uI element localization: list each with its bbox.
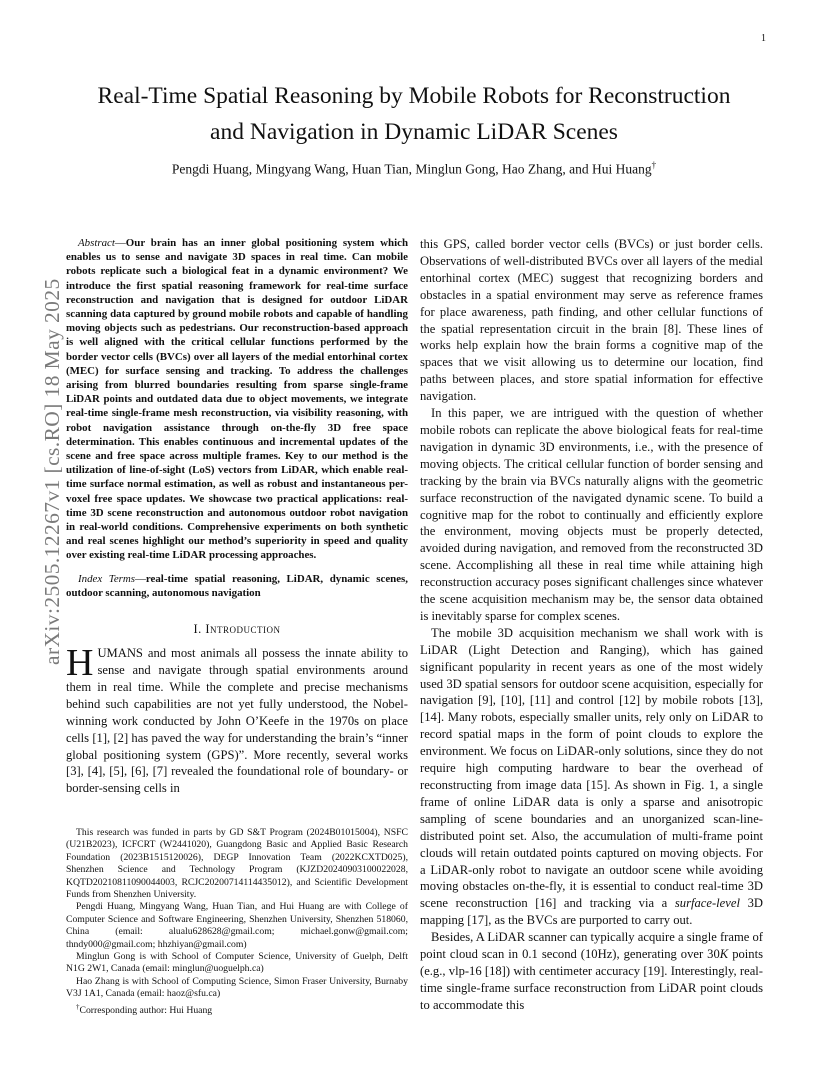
page-number: 1 [761, 33, 766, 44]
footnote-funding: This research was funded in parts by GD S&T Program (2024B01015004), NSFC (U21B2023), ICFCRT (W2441020), Guangdong Basic and Applied Basic Research Foundation (2023B1515120026), DEGP Innovation Team (2022KCXTD025), Shenzhen Science and Technology Program (KJZD20240903100022028, KQTD20210811090044003, RCJC20200714114435012), and Scientific Development Funds from Shenzhen University. [66, 827, 408, 901]
corresponding-mark: † [651, 160, 657, 170]
abstract-dash: — [114, 237, 126, 249]
right-column [420, 236, 763, 1014]
intro-text: UMANS and most animals all possess the innate ability to sense and navigate through spatial environments around them in real time. While the complete and precise mechanisms behind such capabilities are not yet fully understood, the Nobel-winning work conducted by John O’Keefe in the 1970s on place cells [1], [2] has paved the way for understanding the brain’s “inner global positioning system (GPS)”. More recently, several works [3], [4], [5], [6], [7] revealed the foundational role of boundary- or border-sensing cells in [66, 646, 408, 796]
index-terms-text: real-time spatial reasoning, LiDAR, dynamic scenes, outdoor scanning, autonomous navigation [66, 572, 408, 599]
abstract [66, 236, 408, 563]
paragraph-3-text-a: The mobile 3D acquisition mechanism we shall work with is LiDAR (Light Detection and Ranging), which has gained significant popularity in recent years as one of the most widely used 3D spatial sensors for outdoor scene acquisition, especially for navigation [9], [10], [11] and control [12] by mobile robots [13], [14]. Many robots, especially smaller units, rely only on LiDAR to record spatial maps in the form of point clouds to explore the environment. We focus on LiDAR-only solutions, since they do not require high computing hardware to bear the overhead of reconstructing from image data [15]. As shown in Fig. 1, a single frame of online LiDAR data is only a sparse and anisotropic sampling of scene boundaries and an unorganized scan-line-distributed point set. Also, the accumulation of multi-frame point clouds will retain outdated points captured on moving objects. For a LiDAR-only robot to navigate an outdoor scene while avoiding moving obstacles on-the-fly, it is essential to conduct real-time 3D scene reconstruction [16] and tracking via a [420, 625, 763, 911]
index-terms: Index Terms—real-time spatial reasoning, LiDAR, dynamic scenes, outdoor scanning, autonomous navigation [66, 572, 408, 599]
intro-paragraph [66, 642, 408, 797]
index-terms-label: Index Terms [78, 572, 135, 585]
paper-title [60, 78, 768, 150]
abstract-label: Abstract [78, 237, 115, 249]
footnote-corresponding-text: Corresponding author: Hui Huang [79, 1004, 213, 1016]
paragraph-4 [420, 929, 763, 1014]
footnote-affiliation-2: Minglun Gong is with School of Computer Science, University of Guelph, Delft N1G 2W1, Canada (email: minglun@uoguelph.ca) [66, 951, 408, 975]
author-list [60, 160, 768, 178]
section-heading [66, 622, 408, 637]
section-title: Introduction [205, 622, 281, 637]
paragraph-4-text-a: Besides, A LiDAR scanner can typically acquire a single frame of point cloud scan in 0.1 second (10Hz), generating over 30 [420, 930, 763, 962]
authors-text: Pengdi Huang, Mingyang Wang, Huan Tian, Minglun Gong, Hao Zhang, and Hui Huang [171, 161, 652, 177]
paragraph-2: In this paper, we are intrigued with the question of whether mobile robots can replicate the above biological feats for real-time navigation in dynamic 3D environments, i.e., with the presence of moving objects. The critical cellular function of border sensing and tracking by the brain via BVCs naturally aligns with the geometric surface reconstruction of the navigated dynamic scene. To build a cognitive map for the robot to continually and efficiently explore the environment, moving objects must be properly detected, avoided during navigation, and removed from the reconstructed 3D scene. Accomplishing all these in real time while attaining high reconstruction accuracy poses significant challenges since whatever the scene acquisition mechanism may be, the sensor data obtained is inevitably sparse for complex scenes. [420, 406, 763, 623]
section-number: I. [193, 622, 202, 637]
paragraph-3-emphasis: surface-level [674, 896, 740, 911]
footnotes [66, 827, 408, 1017]
footnote-corresponding [66, 1001, 408, 1018]
paragraph-4-text-b: points (e.g., vlp-16 [18]) with centimeter accuracy [19]. Interestingly, real-time single-frame surface reconstruction from LiDAR point clouds to accommodate this [420, 947, 763, 1012]
abstract-text: Our brain has an inner global positioning system which enables us to sense and navigate 3D spaces in real time. Can mobile robots replicate such a biological feat in a dynamic environment? We introduce the first spatial reasoning framework for real-time surface reconstruction and navigation that is designed for outdoor LiDAR scanning data captured by ground mobile robots and capable of handling moving objects such as pedestrians. Our reconstruction-based approach is well aligned with the critical cellular functions performed by the border vector cells (BVCs) over all layers of the medial entorhinal cortex (MEC) for surface sensing and tracking. To address the challenges arising from blurred boundaries resulting from sparse single-frame LiDAR points and outdated data due to object movements, we integrate real-time single-frame mesh reconstruction, via visibility reasoning, with robot navigation assistance through on-the-fly 3D free space determination. This enables continuous and incremental updates of the scene and free space across multiple frames. Key to our method is the utilization of line-of-sight (LoS) vectors from LiDAR, which enable real-time surface normal estimation, as well as robust and instantaneous per-voxel free space updates. We showcase two practical applications: real-time 3D scene reconstruction and autonomous outdoor robot navigation in real-world conditions. Comprehensive experiments on both synthetic and real scenes highlight our method’s superiority in speed and quality over existing real-time LiDAR processing approaches. [66, 237, 408, 562]
drop-cap: H [66, 642, 94, 685]
footnote-affiliation-3: Hao Zhang is with School of Computing Science, Simon Fraser University, Burnaby V3J 1A1, Canada (email: haoz@sfu.ca) [66, 975, 408, 1000]
title-line-1: Real-Time Spatial Reasoning by Mobile Robots for Reconstruction [97, 83, 731, 109]
paragraph-3-text-b: 3D mapping [17], as the BVCs are purported to carry out. [420, 896, 763, 928]
arxiv-identifier: arXiv:2505.12267v1 [cs.RO] 18 May 2025 [40, 278, 64, 665]
footnote-affiliation-1: Pengdi Huang, Mingyang Wang, Huan Tian, and Hui Huang are with College of Computer Science and Software Engineering, Shenzhen University, Shenzhen 518060, China (email: alualu628628@gmail.com; michael.gonw@gmail.com; thndy000@gmail.com; hhzhiyan@gmail.com) [66, 901, 408, 950]
paragraph-3 [420, 625, 763, 929]
paragraph-4-unit: K [719, 947, 729, 962]
paragraph-1: this GPS, called border vector cells (BVCs) or just border cells. Observations of well-distributed BVCs over all layers of the medial entorhinal cortex (MEC) suggest that recognizing borders and obstacles in a spatial environment may serve as reference frames for place awareness, path finding, and other cellular functions of the spatial representation circuit in the brain [8]. These lines of works help explain how the brain forms a cognitive map of the spaces that we visit allowing us to determine our location, find paths between places, and store spatial information for effective navigation. [420, 237, 763, 404]
footnote-dagger: † [76, 1002, 80, 1011]
left-column [66, 236, 408, 797]
title-line-2: and Navigation in Dynamic LiDAR Scenes [210, 119, 618, 145]
